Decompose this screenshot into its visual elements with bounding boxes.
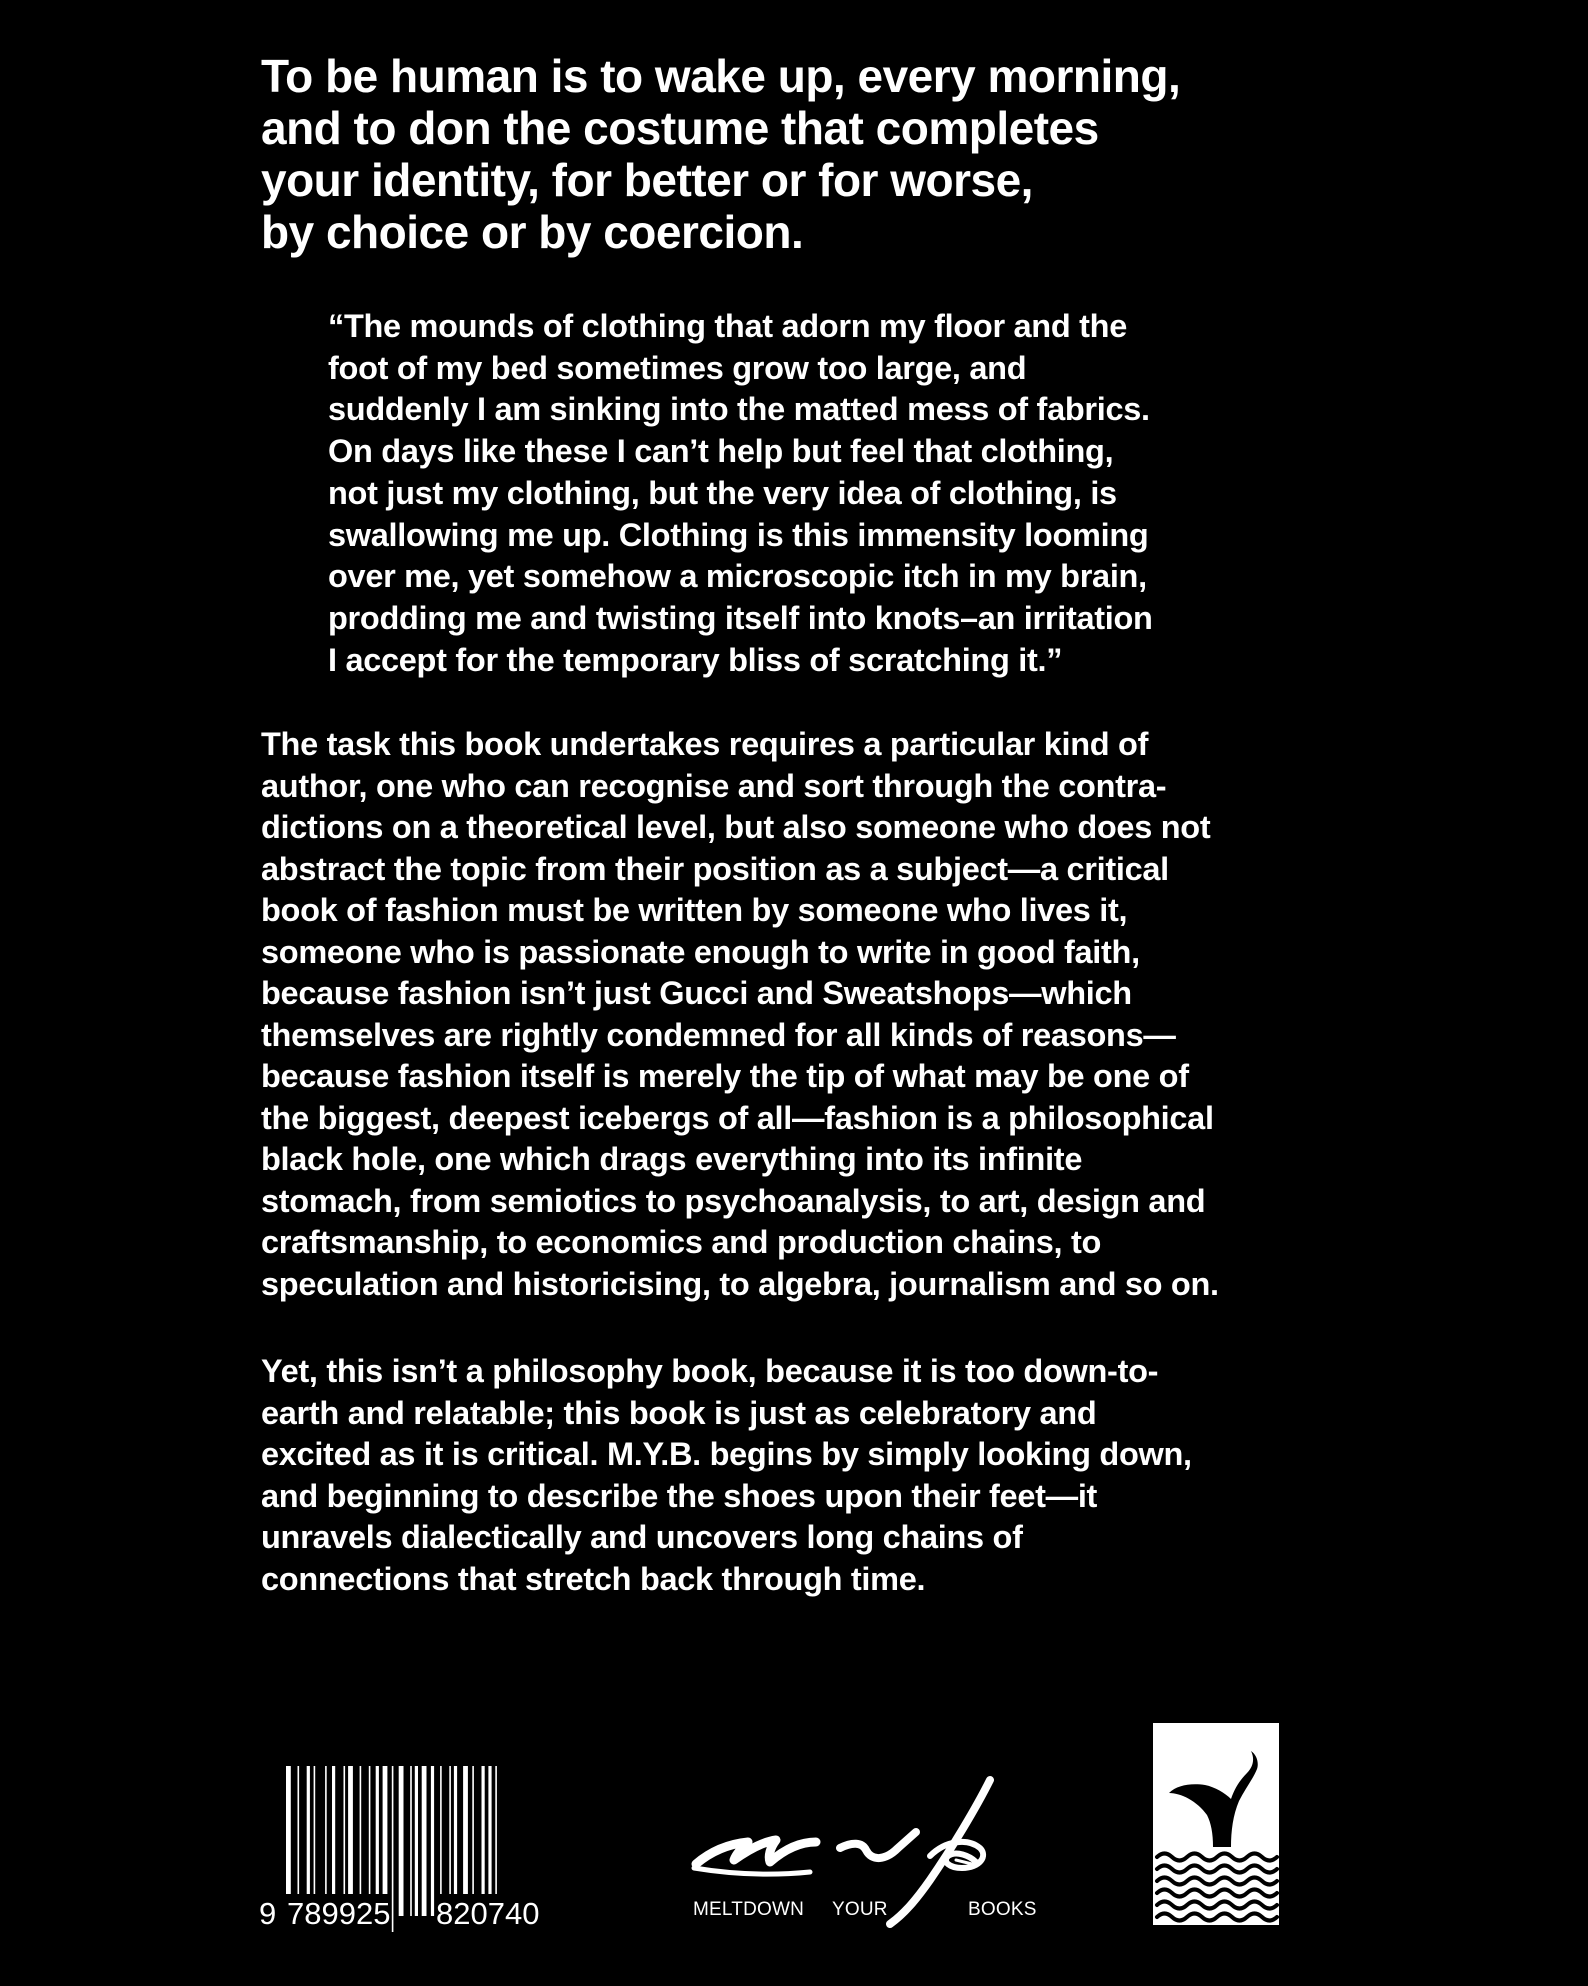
paragraph-line: craftsmanship, to economics and production chains, to — [261, 1224, 1102, 1260]
paragraph-line: book of fashion must be written by someone who lives it, — [261, 892, 1128, 928]
quote-line: swallowing me up. Clothing is this immensity looming — [328, 516, 1149, 553]
headline — [261, 50, 1301, 258]
headline-line: by choice or by coercion. — [261, 206, 804, 258]
body-paragraph-1 — [261, 724, 1301, 1305]
paragraph-line: themselves are rightly condemned for all kinds of reasons— — [261, 1016, 1176, 1053]
quote-line: I accept for the temporary bliss of scratching it.” — [328, 641, 1063, 678]
paragraph-line: connections that stretch back through time. — [261, 1560, 926, 1597]
body-paragraph-2 — [261, 1351, 1301, 1600]
quote-line: over me, yet somehow a microscopic itch in my brain, — [328, 558, 1147, 595]
publisher-word: MELTDOWN — [693, 1899, 805, 1920]
quote-line: foot of my bed sometimes grow too large, and — [328, 349, 1027, 386]
quote-line: prodding me and twisting itself into knots–an irritation — [328, 599, 1153, 636]
headline-line: and to don the costume that completes — [261, 102, 1099, 154]
paragraph-line: the biggest, deepest icebergs of all—fashion is a philosophical — [261, 1099, 1214, 1136]
paragraph-line: abstract the topic from their position as a subject—a critical — [261, 850, 1169, 887]
publisher-word: YOUR — [832, 1899, 888, 1920]
paragraph-line: and beginning to describe the shoes upon their feet—it — [261, 1477, 1098, 1514]
paragraph-line: earth and relatable; this book is just as celebratory and — [261, 1394, 1097, 1431]
headline-line: To be human is to wake up, every morning, — [261, 50, 1181, 102]
paragraph-line: because fashion isn’t just Gucci and Sweatshops—which — [261, 975, 1132, 1011]
paragraph-line: The task this book undertakes requires a particular kind of — [261, 726, 1149, 762]
quote-line: “The mounds of clothing that adorn my floor and the — [328, 308, 1127, 344]
paragraph-line: because fashion itself is merely the tip of what may be one of — [261, 1058, 1189, 1094]
isbn-digit-group: 820740 — [435, 1894, 540, 1934]
headline-line: your identity, for better or for worse, — [261, 154, 1033, 206]
quote-line: suddenly I am sinking into the matted mess of fabrics. — [328, 391, 1150, 428]
paragraph-line: dictions on a theoretical level, but also someone who does not — [261, 809, 1211, 845]
paragraph-line: unravels dialectically and uncovers long chains of — [261, 1519, 1023, 1555]
isbn-digit-group: 9 — [258, 1894, 277, 1934]
quote-line: not just my clothing, but the very idea of clothing, is — [328, 474, 1117, 511]
isbn-digit-group: 789925 — [286, 1894, 391, 1934]
paragraph-line: someone who is passionate enough to write in good faith, — [261, 933, 1140, 970]
paragraph-line: excited as it is critical. M.Y.B. begins by simply looking down, — [261, 1436, 1192, 1472]
paragraph-line: black hole, one which drags everything into its infinite — [261, 1141, 1083, 1177]
paragraph-line: stomach, from semiotics to psychoanalysis, to art, design and — [261, 1182, 1206, 1219]
paragraph-line: speculation and historicising, to algebra, journalism and so on. — [261, 1265, 1219, 1302]
isbn-number — [258, 1894, 578, 1934]
pull-quote — [328, 306, 1288, 681]
quote-line: On days like these I can’t help but feel that clothing, — [328, 433, 1114, 470]
paragraph-line: author, one who can recognise and sort through the contra- — [261, 767, 1167, 804]
whale-tail-icon — [1153, 1723, 1279, 1925]
publisher-word: BOOKS — [968, 1899, 1037, 1920]
paragraph-line: Yet, this isn’t a philosophy book, because it is too down-to- — [261, 1353, 1159, 1389]
